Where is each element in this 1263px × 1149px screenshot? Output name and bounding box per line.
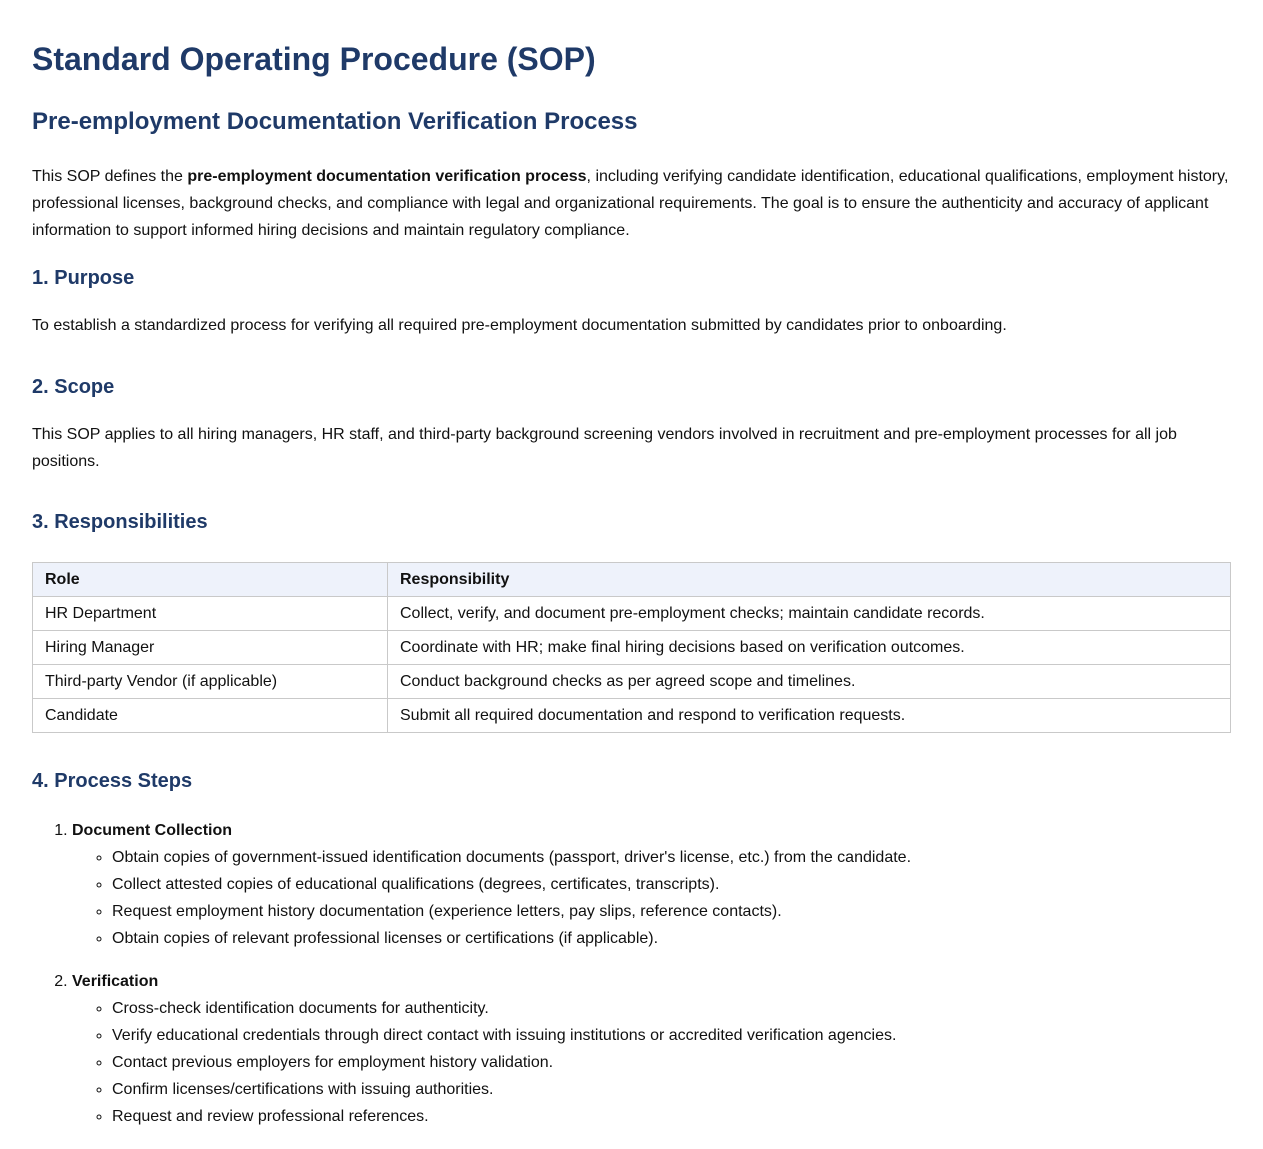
table-row	[33, 665, 1231, 699]
column-header-role: Role	[33, 563, 388, 597]
table-row	[33, 631, 1231, 665]
list-item: ◦ Contact previous employers for employment history validation.	[112, 1049, 1231, 1076]
column-header-responsibility: Responsibility	[388, 563, 1231, 597]
process-step	[72, 817, 1231, 952]
list-item: ◦ Request and review professional references.	[112, 1103, 1231, 1130]
purpose-text: To establish a standardized process for verifying all required pre-employment documentation submitted by candidates prior to onboarding.	[32, 317, 1007, 334]
list-item: ◦ Obtain copies of relevant professional licenses or certifications (if applicable).	[112, 925, 1231, 952]
responsibility-cell: Conduct background checks as per agreed scope and timelines.	[388, 665, 1231, 699]
responsibility-cell: Collect, verify, and document pre-employment checks; maintain candidate records.	[388, 597, 1231, 631]
role-cell: HR Department	[33, 597, 388, 631]
intro-text-bold: pre-employment documentation verification process	[187, 168, 587, 185]
list-item: ◦ Collect attested copies of educational qualifications (degrees, certificates, transcripts).	[112, 871, 1231, 898]
role-cell: Hiring Manager	[33, 631, 388, 665]
table-row	[33, 597, 1231, 631]
responsibility-cell: Coordinate with HR; make final hiring decisions based on verification outcomes.	[388, 631, 1231, 665]
page-title: Standard Operating Procedure (SOP)	[32, 41, 596, 77]
list-item: ◦ Verify educational credentials through direct contact with issuing institutions or accredited verification agencies.	[112, 1022, 1231, 1049]
role-cell: Third-party Vendor (if applicable)	[33, 665, 388, 699]
table-row	[33, 699, 1231, 733]
list-item: ◦ Cross-check identification documents for authenticity.	[112, 995, 1231, 1022]
responsibilities-heading: 3. Responsibilities	[32, 511, 208, 533]
intro-text-before: This SOP defines the	[32, 168, 188, 185]
intro-paragraph	[32, 163, 1231, 244]
step-sublist	[72, 844, 1231, 952]
responsibilities-table	[32, 562, 1231, 733]
step-title: Verification	[72, 973, 159, 990]
purpose-heading: 1. Purpose	[32, 267, 135, 289]
step-sublist	[72, 995, 1231, 1130]
step-title: Document Collection	[72, 822, 233, 839]
document-subtitle: Pre-employment Documentation Verification Process	[32, 108, 638, 135]
scope-heading: 2. Scope	[32, 376, 115, 398]
intro-text-after: , including verifying candidate identification, educational qualifications, employment history, professional licenses, background checks, and compliance with legal and organizational requirements. The goal is to ensure the authenticity and accuracy of applicant information to support informed hiring decisions and maintain regulatory compliance.	[32, 168, 1229, 239]
list-item: ◦ Obtain copies of government-issued identification documents (passport, driver's license, etc.) from the candidate.	[112, 844, 1231, 871]
list-item: ◦ Confirm licenses/certifications with issuing authorities.	[112, 1076, 1231, 1103]
process-steps-heading: 4. Process Steps	[32, 770, 193, 792]
role-cell: Candidate	[33, 699, 388, 733]
table-header-row	[33, 563, 1231, 597]
responsibility-cell: Submit all required documentation and respond to verification requests.	[388, 699, 1231, 733]
list-item: ◦ Request employment history documentation (experience letters, pay slips, reference contacts).	[112, 898, 1231, 925]
process-steps-list	[32, 817, 1231, 1130]
process-step	[72, 968, 1231, 1130]
scope-text: This SOP applies to all hiring managers, HR staff, and third-party background screening vendors involved in recruitment and pre-employment processes for all job positions.	[32, 426, 1177, 470]
